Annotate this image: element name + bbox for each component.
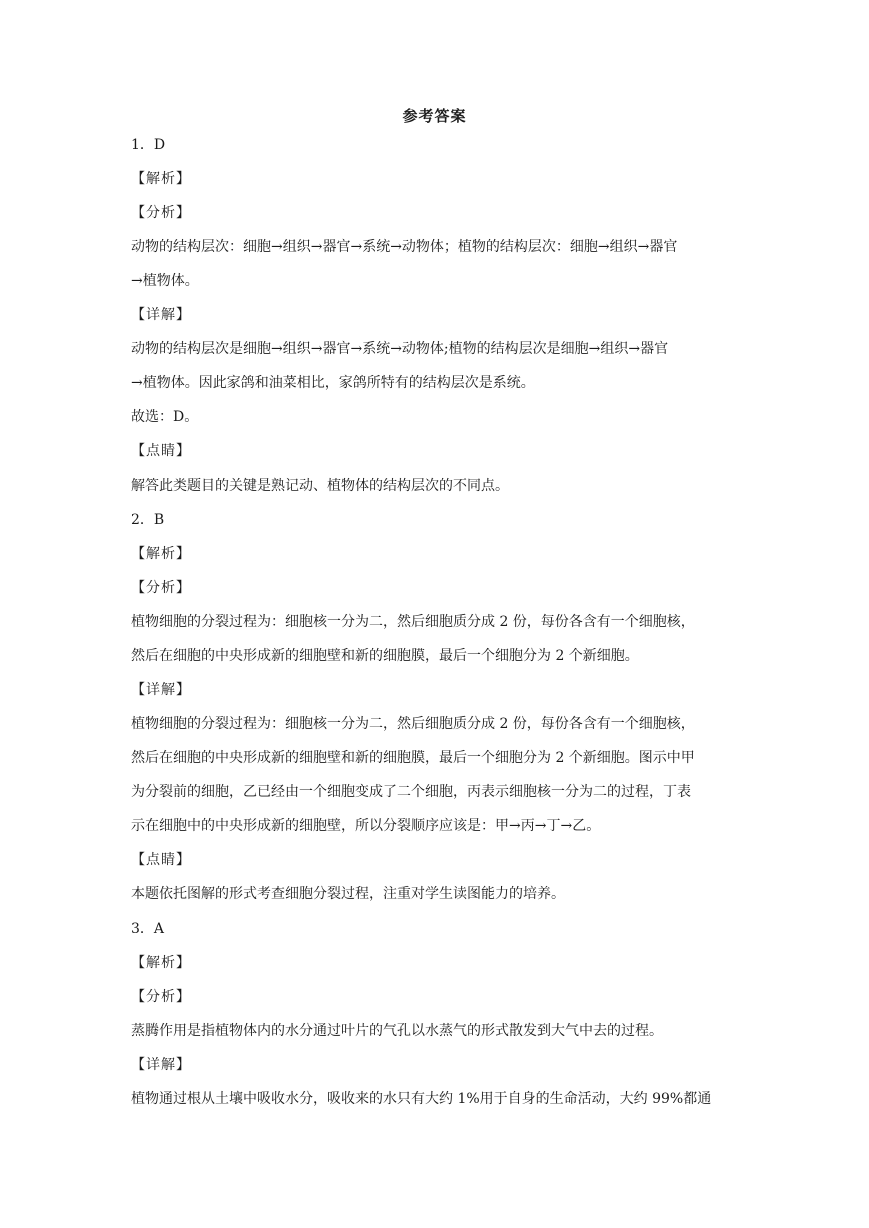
text-line: 本题依托图解的形式考查细胞分裂过程，注重对学生读图能力的培养。 [131, 886, 565, 902]
text-line: 为分裂前的细胞，乙已经由一个细胞变成了二个细胞，丙表示细胞核一分为二的过程，丁表 [131, 784, 691, 800]
text-line: 示在细胞中的中央形成新的细胞壁，所以分裂顺序应该是：甲→丙→丁→乙。 [131, 818, 601, 834]
section-heading: 【解析】 [131, 546, 191, 562]
text-line: →植物体。 [131, 273, 199, 289]
text-line: 然后在细胞的中央形成新的细胞壁和新的细胞膜，最后一个细胞分为 2 个新细胞。 [131, 648, 639, 664]
section-heading: 【分析】 [131, 989, 191, 1005]
text-line: 故选：D。 [131, 409, 199, 425]
answer-number: 2．B [131, 512, 165, 528]
text-line: 动物的结构层次是细胞→组织→器官→系统→动物体;植物的结构层次是细胞→组织→器官 [131, 341, 669, 357]
text-line: 植物细胞的分裂过程为：细胞核一分为二，然后细胞质分成 2 份，每份各含有一个细胞核， [131, 614, 695, 630]
section-heading: 【分析】 [131, 580, 191, 596]
section-heading: 【解析】 [131, 171, 191, 187]
text-line: →植物体。因此家鸽和油菜相比，家鸽所特有的结构层次是系统。 [131, 375, 535, 391]
answer-number: 3．A [131, 921, 165, 937]
text-line: 植物细胞的分裂过程为：细胞核一分为二，然后细胞质分成 2 份，每份各含有一个细胞核， [131, 716, 695, 732]
section-heading: 【详解】 [131, 307, 191, 323]
text-line: 植物通过根从土壤中吸收水分，吸收来的水只有大约 1%用于自身的生命活动，大约 99%都通 [131, 1091, 712, 1107]
answer-number: 1．D [131, 137, 166, 153]
section-heading: 【点睛】 [131, 852, 191, 868]
page-title: 参考答案 [402, 107, 467, 125]
section-heading: 【分析】 [131, 205, 191, 221]
text-line: 动物的结构层次：细胞→组织→器官→系统→动物体；植物的结构层次：细胞→组织→器官 [131, 239, 678, 255]
text-line: 蒸腾作用是指植物体内的水分通过叶片的气孔以水蒸气的形式散发到大气中去的过程。 [131, 1023, 663, 1039]
section-heading: 【详解】 [131, 682, 191, 698]
section-heading: 【点睛】 [131, 443, 191, 459]
text-line: 然后在细胞的中央形成新的细胞壁和新的细胞膜，最后一个细胞分为 2 个新细胞。图示中甲 [131, 750, 695, 766]
text-line: 解答此类题目的关键是熟记动、植物体的结构层次的不同点。 [131, 478, 509, 494]
section-heading: 【解析】 [131, 955, 191, 971]
section-heading: 【详解】 [131, 1057, 191, 1073]
